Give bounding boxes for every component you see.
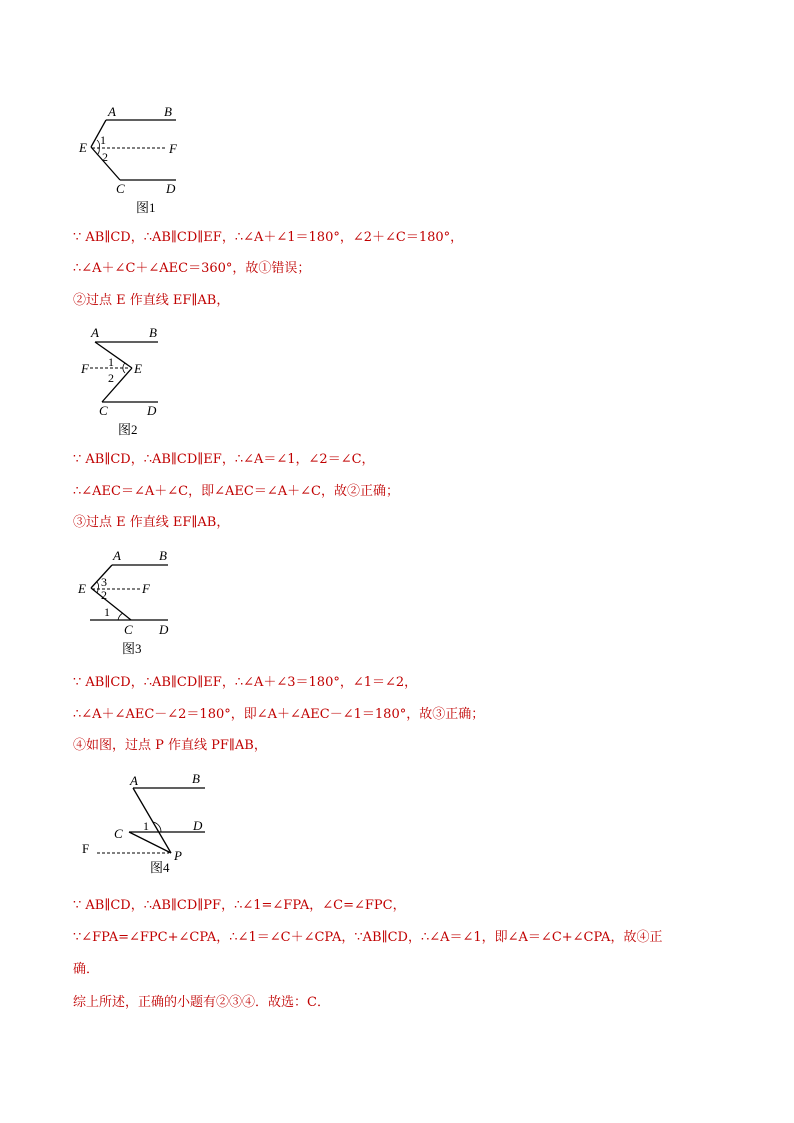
figure-1 [70,100,200,220]
solution-line-2: ∴∠A＋∠C＋∠AEC＝360°，故①错误； [73,261,311,276]
label-A: A [113,548,121,563]
figure-caption: 图4 [150,860,170,875]
angle-1-label: 1 [100,133,106,147]
angle-3-label: 3 [101,575,107,589]
label-F: F [81,361,89,376]
figure-caption: 图1 [136,200,156,215]
angle-1-label: 1 [108,355,114,369]
solution-line-7: ∵ AB∥CD，∴AB∥CD∥EF，∴∠A＋∠3＝180°，∠1＝∠2， [73,675,418,690]
label-A: A [91,325,99,340]
label-P: P [174,848,182,863]
label-A: A [108,104,116,119]
label-F: F [142,581,150,596]
label-B: B [164,104,172,119]
label-C: C [99,403,108,418]
label-B: B [159,548,167,563]
label-C: C [116,181,125,196]
label-B: B [149,325,157,340]
label-E: E [134,361,142,376]
label-E: E [78,581,86,596]
conclusion-line: 综上所述，正确的小题有②③④．故选：C． [73,995,330,1010]
label-F: F [169,141,177,156]
figure-caption: 图2 [118,422,138,437]
label-C: C [124,622,133,637]
angle-2-label: 2 [101,588,107,602]
label-F: F [82,841,90,856]
figure-3 [70,545,190,660]
solution-line-6: ③过点 E 作直线 EF∥AB， [73,515,230,530]
label-D: D [159,622,169,637]
angle-1-label: 1 [104,605,110,619]
label-A: A [130,773,138,788]
label-D: D [147,403,157,418]
label-C: C [114,826,123,841]
solution-line-10: ∵ AB∥CD，∴AB∥CD∥PF，∴∠1=∠FPA，∠C=∠FPC， [73,898,406,913]
solution-line-11: ∵∠FPA=∠FPC+∠CPA，∴∠1＝∠C＋∠CPA，∵AB∥CD，∴∠A＝∠1，即∠A＝∠C+∠CPA，故④正 [73,930,663,945]
label-D: D [193,818,203,833]
angle-2-label: 2 [108,371,114,385]
label-D: D [166,181,176,196]
angle-1-label: 1 [143,819,149,833]
figure-caption: 图3 [122,641,142,656]
solution-line-5: ∴∠AEC＝∠A＋∠C，即∠AEC＝∠A＋∠C，故②正确； [73,484,399,499]
figure-2 [75,322,185,442]
solution-line-1: ∵ AB∥CD，∴AB∥CD∥EF，∴∠A＋∠1＝180°，∠2＋∠C＝180°， [73,230,464,245]
solution-line-9: ④如图，过点 P 作直线 PF∥AB， [73,738,267,753]
label-B: B [192,771,200,786]
angle-2-label: 2 [102,150,108,164]
solution-line-3: ②过点 E 作直线 EF∥AB， [73,293,230,308]
solution-line-12: 确． [73,962,100,977]
label-E: E [79,140,87,155]
solution-line-8: ∴∠A＋∠AEC－∠2＝180°，即∠A＋∠AEC－∠1＝180°，故③正确； [73,707,485,722]
solution-line-4: ∵ AB∥CD，∴AB∥CD∥EF，∴∠A＝∠1，∠2＝∠C， [73,452,375,467]
figure-4 [75,768,215,883]
